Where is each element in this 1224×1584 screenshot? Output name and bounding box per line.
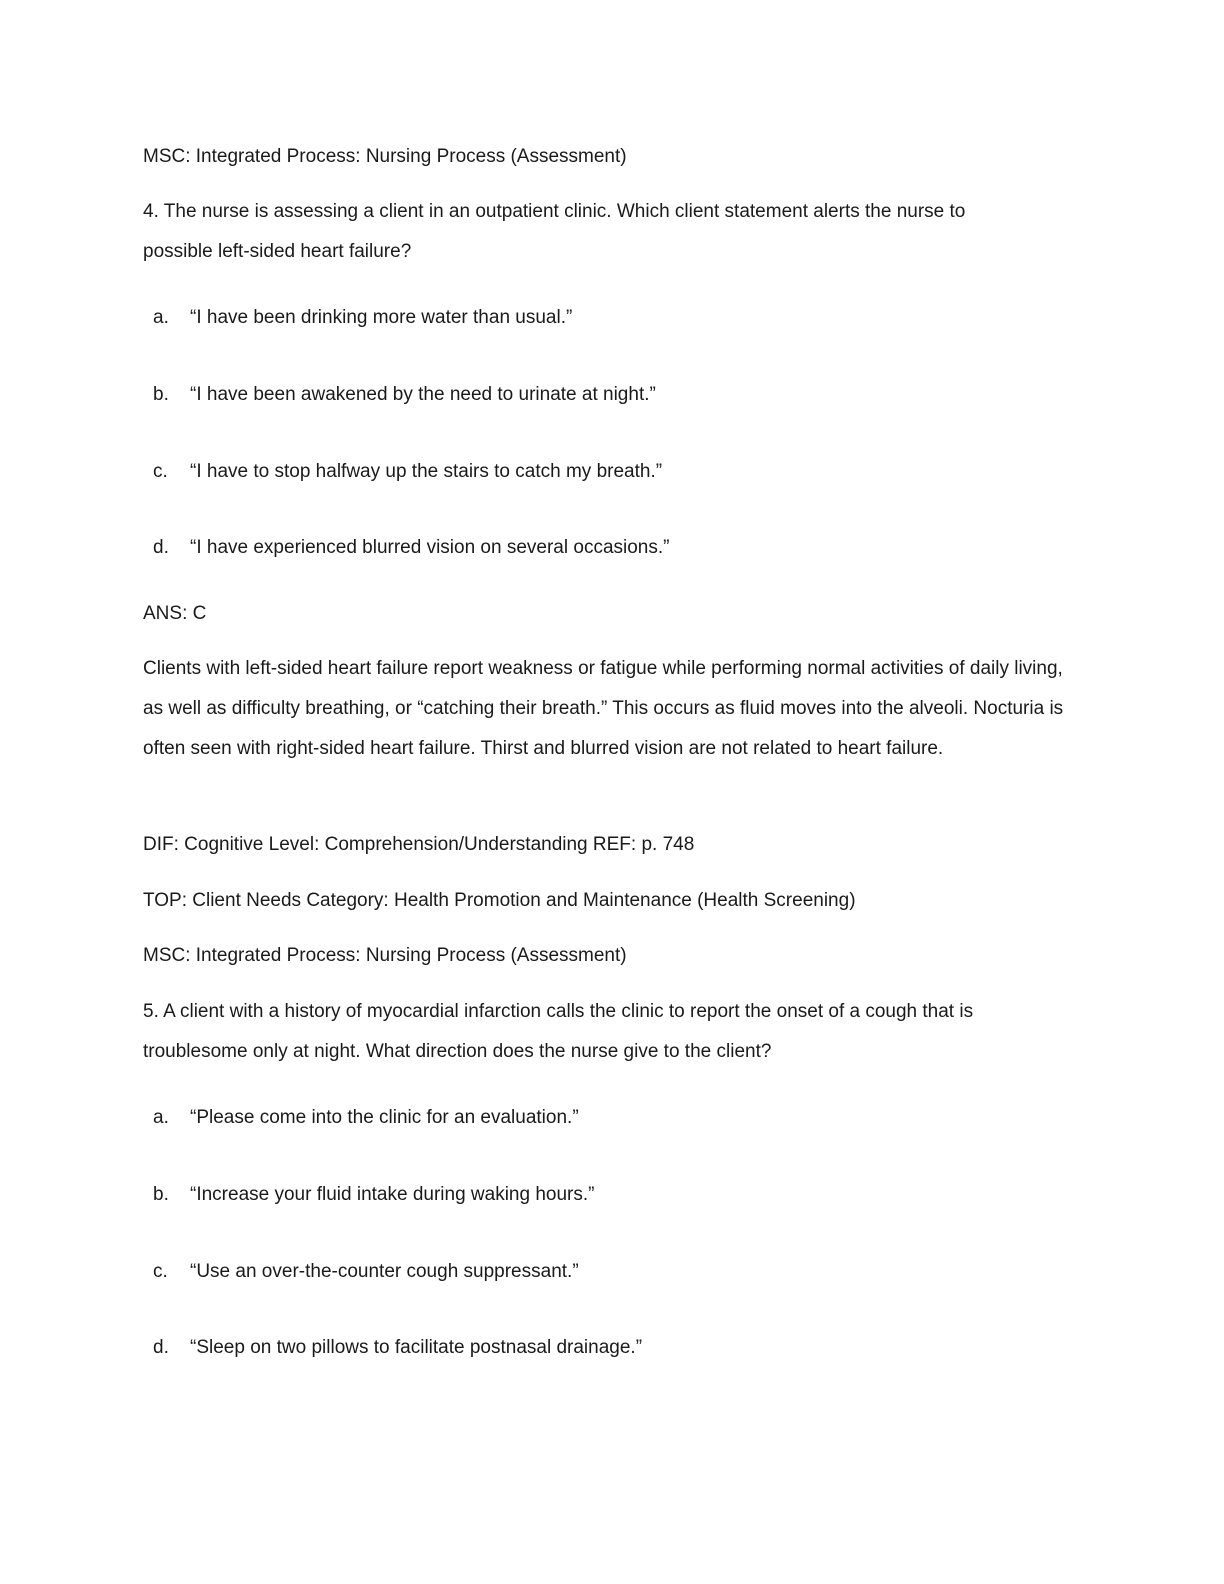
q4-option-a <box>153 298 572 338</box>
option-letter: c. <box>153 461 168 482</box>
q5-option-a <box>153 1098 579 1138</box>
q3-msc-line: MSC: Integrated Process: Nursing Process (Assessment) <box>143 146 627 167</box>
q4-option-b <box>153 375 656 415</box>
q4-dif-line: DIF: Cognitive Level: Comprehension/Understanding REF: p. 748 <box>143 834 695 855</box>
q4-msc-line: MSC: Integrated Process: Nursing Process (Assessment) <box>143 945 627 966</box>
option-letter: a. <box>153 307 169 328</box>
q5-option-c <box>153 1252 579 1292</box>
q5-stem-line-2: troublesome only at night. What direction does the nurse give to the client? <box>143 1041 772 1062</box>
option-text: “I have been awakened by the need to urinate at night.” <box>190 384 656 405</box>
option-letter: d. <box>153 1337 169 1358</box>
option-letter: d. <box>153 537 169 558</box>
q4-option-c <box>153 452 662 492</box>
option-text: “Please come into the clinic for an evaluation.” <box>190 1107 579 1128</box>
option-text: “I have to stop halfway up the stairs to catch my breath.” <box>190 461 663 482</box>
q4-top-line: TOP: Client Needs Category: Health Promotion and Maintenance (Health Screening) <box>143 890 856 911</box>
option-letter: a. <box>153 1107 169 1128</box>
option-letter: b. <box>153 1184 169 1205</box>
q4-option-d <box>153 528 669 568</box>
option-letter: b. <box>153 384 169 405</box>
option-text: “I have experienced blurred vision on several occasions.” <box>190 537 670 558</box>
q5-option-d <box>153 1328 642 1368</box>
q5-stem-line-1: 5. A client with a history of myocardial infarction calls the clinic to report the onset of a cough that is <box>143 1001 974 1022</box>
q4-stem-line-2: possible left-sided heart failure? <box>143 241 412 262</box>
q4-answer: ANS: C <box>143 603 207 624</box>
option-text: “Increase your fluid intake during waking hours.” <box>190 1184 595 1205</box>
option-letter: c. <box>153 1261 168 1282</box>
q4-stem-line-1: 4. The nurse is assessing a client in an outpatient clinic. Which client statement alerts the nurse to <box>143 201 966 222</box>
option-text: “I have been drinking more water than usual.” <box>190 307 573 328</box>
q5-option-b <box>153 1175 594 1215</box>
option-text: “Sleep on two pillows to facilitate postnasal drainage.” <box>190 1337 643 1358</box>
q4-rationale: Clients with left-sided heart failure report weakness or fatigue while performing normal activities of daily living, as well as difficulty breathing, or “catching their breath.” This occurs as fluid moves into the alveoli. Nocturia is often seen with right-sided heart failure. Thirst and blurred vision are not related to heart failure. <box>143 658 1064 759</box>
option-text: “Use an over-the-counter cough suppressant.” <box>190 1261 579 1282</box>
